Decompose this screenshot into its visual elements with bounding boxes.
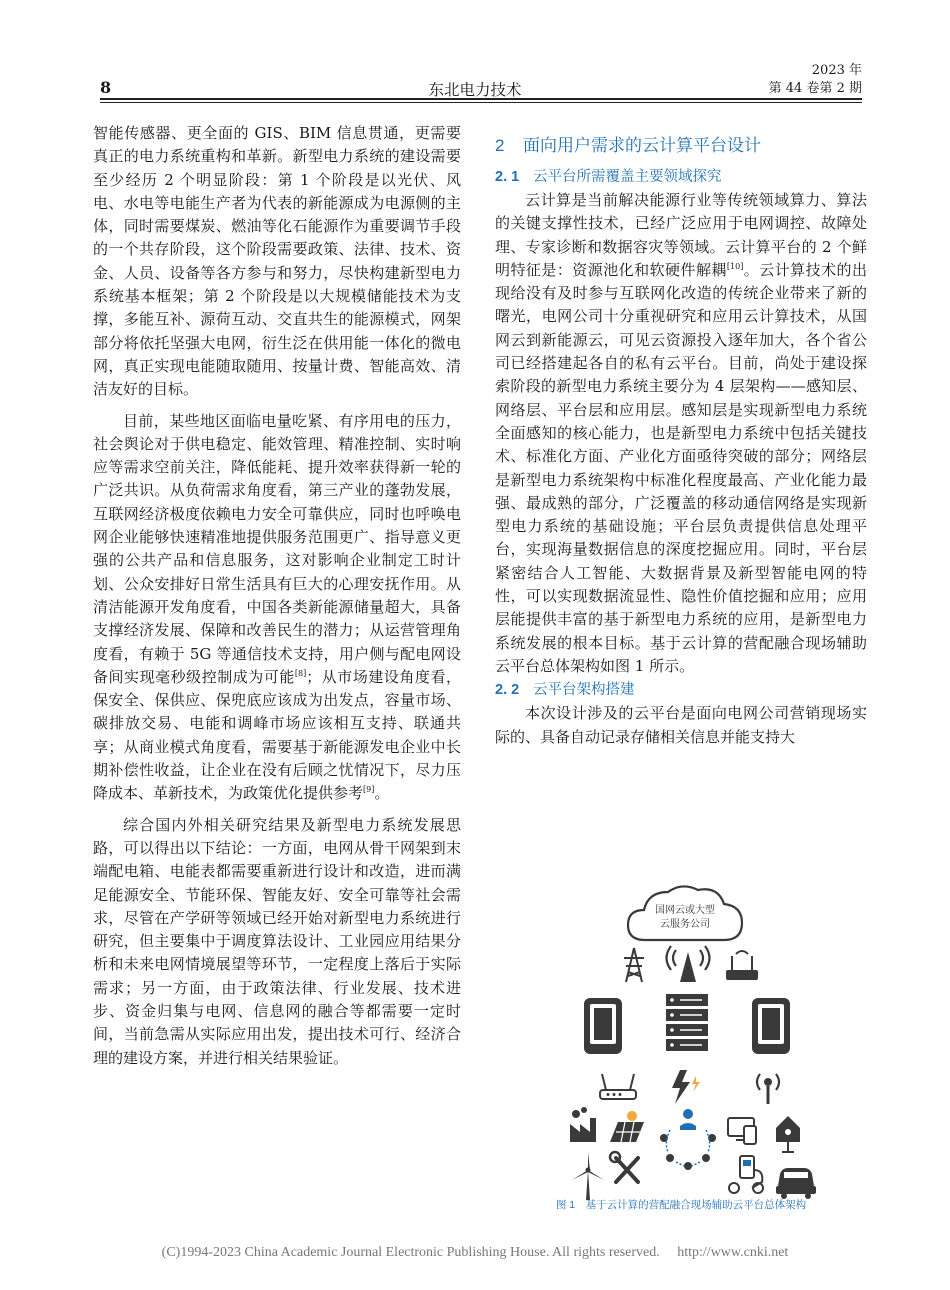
- mobile-device-icon-left: [584, 998, 622, 1054]
- figure-1-caption: 图 1 基于云计算的营配融合现场辅助云平台总体架构: [555, 1199, 807, 1211]
- citation-9: [9]: [363, 785, 375, 795]
- solar-panel-icon: [610, 1111, 644, 1142]
- section-2-title: 面向用户需求的云计算平台设计: [523, 136, 761, 155]
- section-2-1-number: 2. 1: [495, 169, 520, 185]
- section-2-2-number: 2. 2: [495, 682, 520, 699]
- paragraph-5: 本次设计涉及的云平台是面向电网公司营销现场实际的、具备自动记录存储相关信息并能支持大: [495, 704, 867, 746]
- right-column: [495, 129, 867, 749]
- server-rack-icon: [666, 994, 708, 1051]
- citation-8: [8]: [294, 668, 307, 678]
- signal-tower-icon: [667, 946, 710, 982]
- paragraph-4: [495, 189, 867, 678]
- paragraph-2-part-a: 目前，某些地区面临电量吃紧、有序用电的压力，社会舆论对于供电稳定、能效管理、精准控制、实时响应等需求空前关注，降低能耗、提升效率获得新一轮的广泛共识。从负荷需求角度看，第三产业的蓬勃发展，互联网经济极度依赖电力安全可靠供应，同时也呼唤电网企业能够快速精准地提供服务范围更广、指导意义更强的公共产品和信息服务，这对影响企业制定工时计划、公众安排好日常生活具有巨大的心理安抚作用。从清洁能源开发角度看，中国各类新能源储量超大，具备支撑经济发展、保障和改善民生的潜力；从运营管理角度看，有赖于 5G 等通信技术支持，用户侧与配电网设备间实现毫秒级控制成为可能: [93, 411, 461, 686]
- antenna-icon: [757, 1074, 779, 1104]
- cloud-label-line-1: 国网云或大型: [655, 905, 715, 916]
- paragraph-4-part-a: 云计算是当前解决能源行业等传统领域算力、算法的关键支撑性技术，已经广泛应用于电网调控、故障处理、专家诊断和数据容灾等领域。云计算平台的 2 个鲜明特征是：资源池化和软硬件解耦: [495, 191, 867, 279]
- paragraph-3: 综合国内外相关研究结果及新型电力系统发展思路，可以得出以下结论：一方面，电网从骨干网架到末端配电箱、电能表都需要重新进行设计和改造，进而满足能源安全、节能环保、智能友好、安全可靠等社会需求，尽管在产学研等领域已经开始对新型电力系统进行研究，但主要集中于调度算法设计、工业园应用结果分析和未来电网情境展望等环节，一定程度上落后于实际需求；另一方面，由于政策法律、行业发展、技术进步、资金归集与电网、信息网的融合等都需要一定时间，当前急需从实际应用出发，提出技术可行、经济合理的建设方案，并进行相关结果验证。: [93, 815, 461, 1067]
- journal-title: 东北电力技术: [428, 81, 522, 99]
- section-2-number: 2: [495, 136, 505, 155]
- paragraph-2-part-c: 。: [374, 784, 390, 803]
- paragraph-2-part-b: ；从市场建设角度看，保安全、保供应、保兜底应该成为出发点，容量市场、碳排放交易、电能和调峰市场应该相互支持、联通共享；从商业模式角度看，需要基于新能源发电企业中长期补偿性收益，让企业在没有后顾之忧情况下，尽力压降成本、革新技术，为政策优化提供参考: [93, 667, 461, 803]
- section-2-2-heading: [495, 678, 867, 702]
- header-rule-thin: [100, 102, 862, 103]
- factory-icon: [570, 1107, 596, 1142]
- issue-info: [769, 62, 862, 98]
- copyright-footer: (C)1994-2023 China Academic Journal Electronic Publishing House. All rights reserved. http://www.cnki.net: [161, 1245, 789, 1260]
- wifi-router-icon: [600, 1074, 636, 1099]
- wind-turbine-icon: [572, 1152, 604, 1200]
- section-2-2-title: 云平台架构搭建: [533, 682, 635, 699]
- mobile-device-icon-right: [752, 998, 790, 1054]
- paragraph-4-part-b: 。云计算技术的出现给没有及时参与互联网化改造的传统企业带来了新的曙光，电网公司十分重视研究和应用云计算技术，从国网云到新能源云，可见云资源投入逐年加大，各个省公司已经搭建起各自的私有云平台。目前，尚处于建设探索阶段的新型电力系统主要分为 4 层架构——感知层、网络层、平台层和应用层。感知层是实现新型电力系统全面感知的核心能力，也是新型电力系统中包括关键技术、标准化方面、产业化方面亟待突破的部分；网络层是新型电力系统架构中标准化程度最高、产业化能力最强、最成熟的部分，广泛覆盖的移动通信网络是实现新型电力系统的基础设施；平台层负责提供信息处理平台，实现海量数据信息的深度挖掘应用。同时，平台层紧密结合人工智能、大数据背景及新型智能电网的特性，可以实现数据流显性、隐性价值挖掘和应用；应用层能提供丰富的基于新型电力系统的应用，是新型电力系统发展的根本目标。基于云计算的营配融合现场辅助云平台总体架构如图 1 所示。: [495, 260, 867, 675]
- issue-year: 2023 年: [811, 63, 862, 78]
- devices-icon: [728, 1118, 756, 1144]
- cloud-icon: [628, 886, 742, 940]
- figure-1: [530, 870, 850, 1220]
- architecture-diagram: [530, 870, 850, 1200]
- paragraph-1: 智能传感器、更全面的 GIS、BIM 信息贯通，更需要真正的电力系统重构和革新。新型电力系统的建设需要至少经历 2 个明显阶段：第 1 个阶段是以光伏、风电、水电等电能生产者为代表的新能源成为电源侧的主体，同时需要煤炭、燃油等化石能源作为重要调节手段的一个共存阶段，这个阶段需要政策、法律、技术、资金、人员、设备等各方参与和努力，尽快构建新型电力系统基本框架；第 2 个阶段是以大规模储能技术为支撑，多能互补、源荷互动、交直共生的能源模式，网架部分将依托坚强大电网，衍生泛在供用能一体化的微电网，真正实现电能随取随用、按量计费、智能高效、清洁友好的目标。: [93, 124, 461, 399]
- citation-10: [10]: [726, 261, 744, 271]
- tools-icon: [610, 1152, 638, 1182]
- issue-volume: 第 44 卷第 2 期: [768, 81, 862, 96]
- transmission-tower-icon: [624, 948, 644, 982]
- router-icon: [726, 951, 758, 980]
- paragraph-2: [93, 410, 461, 806]
- network-nodes-icon: [660, 1109, 716, 1170]
- smart-home-icon: [776, 1116, 800, 1152]
- lightning-icon: [672, 1070, 700, 1104]
- left-column: [93, 122, 461, 1070]
- section-2-heading: [495, 133, 867, 159]
- electric-car-icon: [776, 1168, 816, 1199]
- header-rule-thick: [100, 98, 862, 100]
- section-2-1-title: 云平台所需覆盖主要领域探究: [533, 169, 722, 185]
- cloud-label-line-2: 云服务公司: [660, 919, 710, 930]
- section-2-1-heading: [495, 165, 867, 189]
- page-number: 8: [100, 78, 112, 97]
- ev-charging-icon: [729, 1156, 763, 1193]
